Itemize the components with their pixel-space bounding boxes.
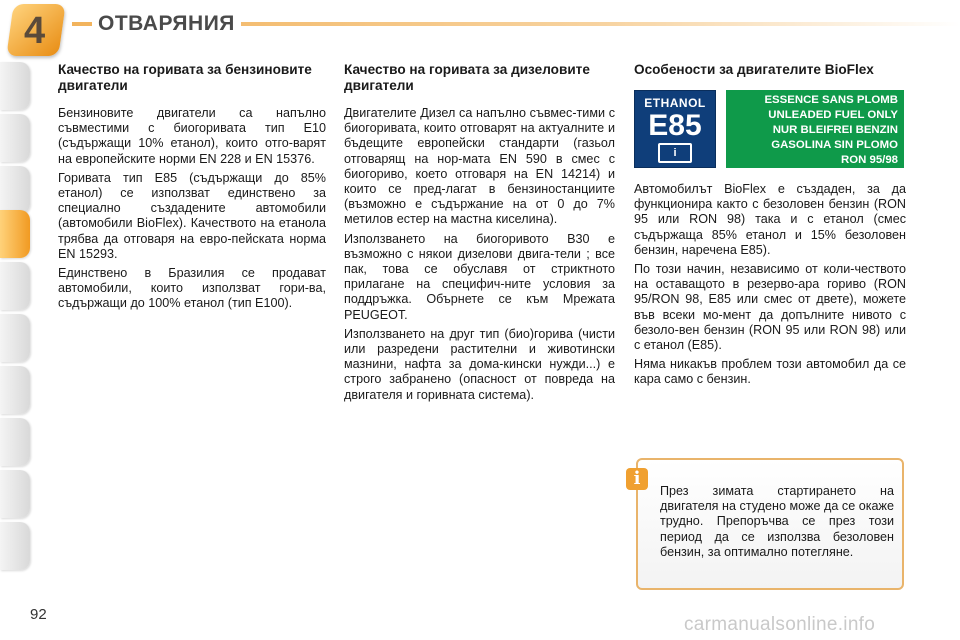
paragraph: По този начин, независимо от коли-чеството на оставащото в резерво-ара гориво (RON 95/RON 98, Е85 или смес от двете), можете във всеки мо-мент да допълните нивото с безоло-вен бензин (RON 95 или RON 98) или с етанол (Е85). [634,262,906,353]
chapter-tab[interactable] [0,62,30,110]
ethanol-label-text: ETHANOL [644,96,706,110]
unleaded-label-line: RON 95/98 [841,154,898,166]
chapter-tab[interactable] [0,522,30,570]
info-icon: i [626,468,648,490]
chapter-tab[interactable] [0,366,30,414]
chapter-tab-strip [0,62,30,582]
paragraph: Използването на биогоривото В30 е възможно с някои дизелови двига-тели ; все пак, това се обуславя от стриктното прилагане на специфич-ните условия за поддръжка. Обърнете се към Мрежата PEUGEOT. [344,231,615,322]
paragraph: Единствено в Бразилия се продават автомобили, които използват гори-ва, съдържащи до 100% етанол (тип Е100). [58,266,326,311]
chapter-tab[interactable] [0,166,30,214]
manual-book-icon: i [658,143,692,163]
fuel-labels [634,90,906,168]
section-heading: Качество на горивата за бензиновите двигатели [58,62,312,93]
section-heading: Качество на горивата за дизеловите двигатели [344,62,590,93]
page-title: ОТВАРЯНИЯ [92,12,241,36]
paragraph: Автомобилът BioFlex е създаден, за да функционира както с безоловен бензин (RON 95 или RON 98) така и с етанол (смес съдържаща 85% етанол и 15% безоловен бензин, наречена Е85). [634,182,906,257]
e85-label-text: E85 [648,109,702,143]
unleaded-fuel-label [726,90,904,168]
ethanol-e85-label [634,90,716,168]
paragraph: Двигателите Дизел са напълно съвмес-тими с биогоривата, които отговарят на актуалните и бъдещите европейски стандарти (газьол отговарящ на нор-мата EN 590 в смес с биогориво, което отговаря на EN 14214) и които се пред-лагат в бензиностанциите (възможно е съдържание на от 0 до 7% метилов естер на мастна киселина). [344,106,615,227]
section-heading: Особености за двигателите BioFlex [634,62,874,77]
chapter-number-badge [10,4,74,62]
column-bioflex [634,62,906,392]
unleaded-label-line: UNLEADED FUEL ONLY [768,109,898,121]
chapter-tab[interactable] [0,262,30,310]
unleaded-label-line: GASOLINA SIN PLOMO [771,139,898,151]
info-note-text: През зимата стартирането на двигателя на студено може да се окаже трудно. Препоръчва се през този период да се използва безоловен бензин, за оптимално потегляне. [660,484,894,559]
paragraph: Горивата тип Е85 (съдържащи до 85% етанол) се използват единствено за специално създадените автомобили (автомобили BioFlex). Качеството на етанола трябва да отговаря на евро-пейската норма EN 15293. [58,170,326,261]
footer-watermark: carmanualsonline.info [684,614,876,635]
chapter-tab[interactable] [0,418,30,466]
chapter-tab[interactable] [0,314,30,362]
column-gasoline [58,62,326,316]
unleaded-label-line: NUR BLEIFREI BENZIN [772,124,898,136]
page-number: 92 [30,606,47,623]
paragraph: Използването на друг тип (био)горива (чисти или разредени растителни и животински мазнини, нафта за дома-кински нужди...) е строго забранено (опасност от повреда на двигателя и горивната система). [344,326,615,402]
column-diesel [344,62,615,407]
unleaded-label-line: ESSENCE SANS PLOMB [764,94,898,106]
chapter-tab[interactable] [0,114,30,162]
paragraph: Няма никакъв проблем този автомобил да се кара само с бензин. [634,357,906,387]
chapter-tab-active[interactable] [0,210,30,258]
paragraph: Бензиновите двигатели са напълно съвместими с биогоривата тип Е10 (съдържащи 10% етанол), които отго-варят на европейските норми EN 228 и EN 15376. [58,106,326,166]
chapter-tab[interactable] [0,470,30,518]
chapter-number: 4 [24,10,46,52]
